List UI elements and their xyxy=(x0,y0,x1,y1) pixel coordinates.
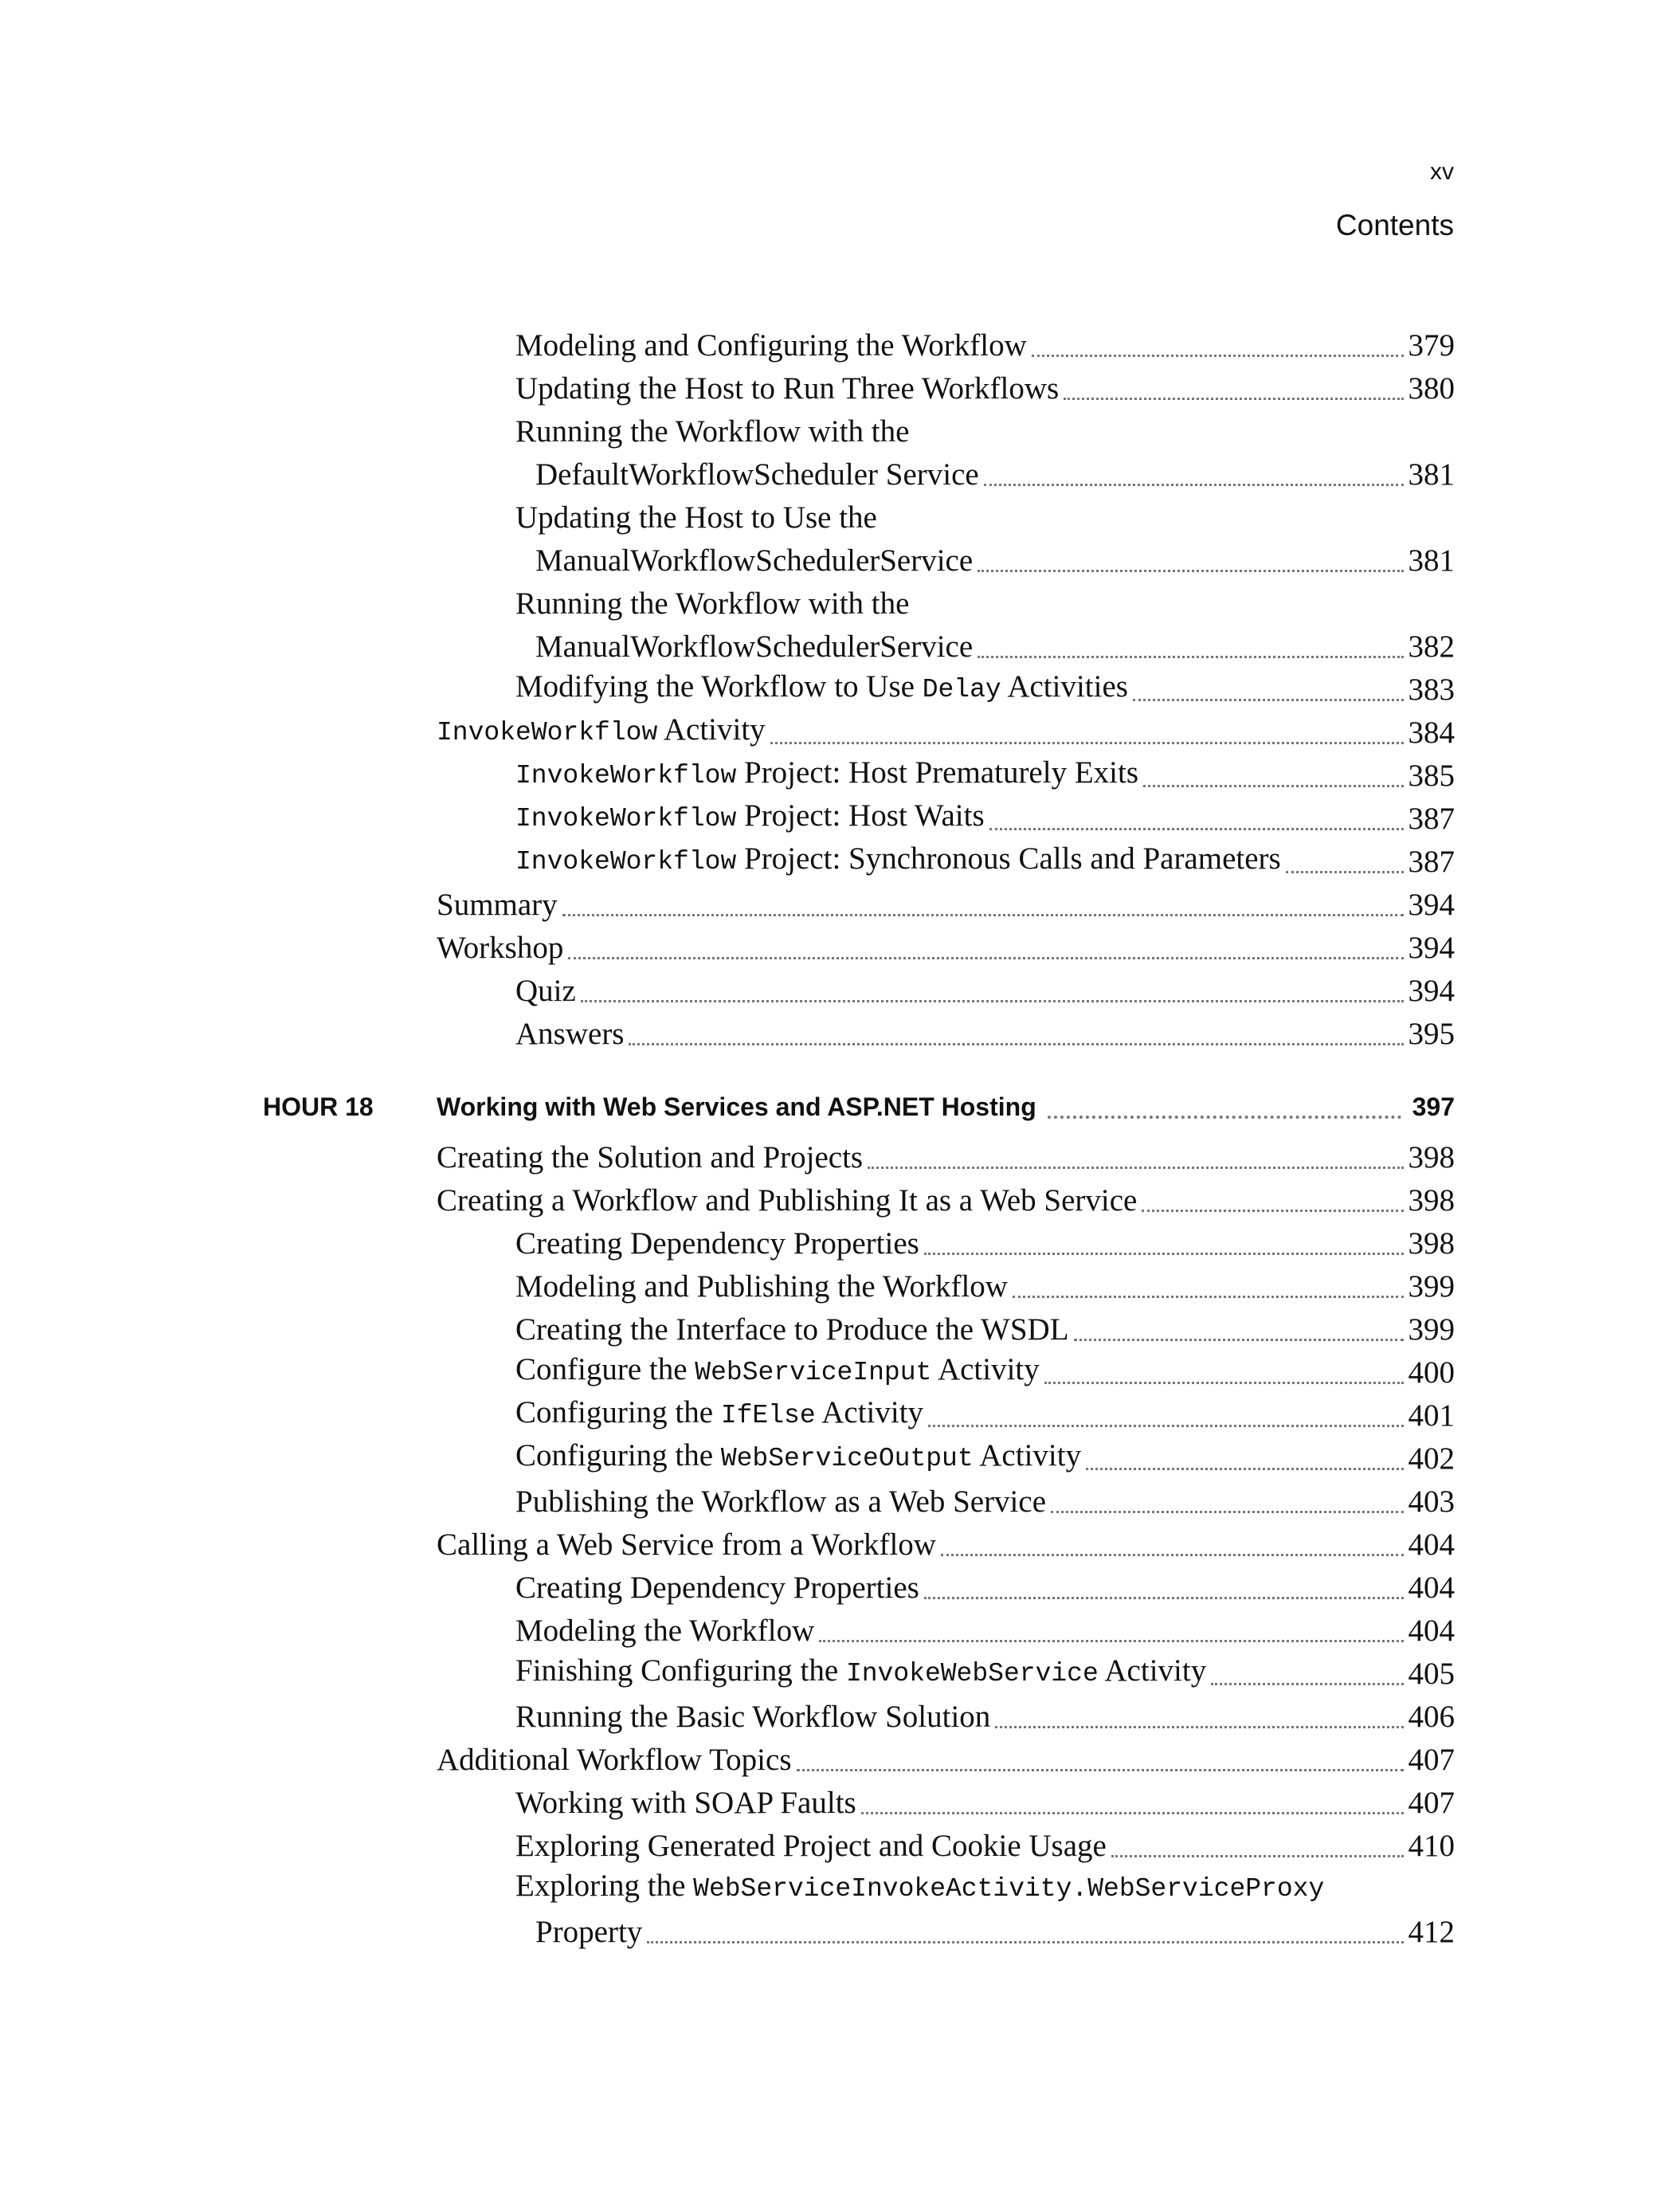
dot-leader xyxy=(647,1941,1403,1943)
entry-text: Activities xyxy=(1001,669,1128,704)
dot-leader xyxy=(1086,1468,1403,1470)
dot-leader xyxy=(1211,1683,1403,1685)
page-header-title: Contents xyxy=(1335,209,1454,241)
toc-page-number: 400 xyxy=(1408,1355,1455,1390)
entry-text: Activity xyxy=(973,1438,1082,1473)
toc-page-number: 380 xyxy=(1408,371,1455,406)
toc-page-number: 410 xyxy=(1408,1829,1455,1863)
toc-entry[interactable] xyxy=(437,755,1455,798)
toc-entry-title xyxy=(515,324,1027,367)
toc-entry-title xyxy=(535,453,979,496)
toc-entry[interactable] xyxy=(437,841,1455,884)
toc-entry-title xyxy=(515,367,1059,410)
page-number: xv xyxy=(1430,159,1454,185)
entry-text: Project: Host Prematurely Exits xyxy=(736,755,1139,790)
toc-entry-title xyxy=(437,1136,863,1179)
entry-text: Modeling and Configuring the Workflow xyxy=(515,328,1027,363)
toc-entry-title xyxy=(515,970,576,1013)
toc-entry[interactable] xyxy=(437,1567,1455,1610)
entry-text: Working with SOAP Faults xyxy=(515,1786,856,1820)
entry-text: Creating a Workflow and Publishing It as a Web Service xyxy=(437,1183,1138,1218)
entry-text: Answers xyxy=(515,1017,625,1051)
toc-entry-title xyxy=(437,1179,1137,1222)
entry-text: Creating Dependency Properties xyxy=(515,1226,919,1261)
entry-text: Updating the Host to Use the xyxy=(515,500,877,535)
toc-entry[interactable] xyxy=(437,669,1455,712)
dot-leader xyxy=(995,1726,1403,1728)
dot-leader xyxy=(797,1769,1404,1771)
dot-leader xyxy=(770,742,1404,744)
toc-entry-title xyxy=(515,1782,856,1825)
dot-leader xyxy=(629,1043,1403,1045)
toc-entry[interactable] xyxy=(437,1437,1455,1481)
toc-page-number: 405 xyxy=(1408,1657,1455,1691)
dot-leader xyxy=(941,1554,1404,1556)
toc-entry-title xyxy=(515,1391,923,1437)
toc-page-number: 404 xyxy=(1408,1571,1455,1605)
code-term: InvokeWorkflow xyxy=(515,804,737,833)
toc-page-number: 399 xyxy=(1408,1269,1455,1304)
dot-leader xyxy=(1044,1382,1404,1384)
entry-text: Modeling the Workflow xyxy=(515,1614,815,1648)
entry-text: Creating the Interface to Produce the WSDL xyxy=(515,1312,1069,1347)
toc-entry[interactable] xyxy=(437,1868,1455,1911)
toc-entry-title xyxy=(515,751,1138,798)
entry-text: Running the Workflow with the xyxy=(515,414,910,449)
toc-entry-title xyxy=(515,1610,814,1653)
entry-text: Creating the Solution and Projects xyxy=(437,1140,864,1175)
toc-page-number: 403 xyxy=(1408,1484,1455,1519)
toc-entry[interactable] xyxy=(437,927,1455,970)
toc-entry[interactable] xyxy=(437,712,1455,755)
toc-entry[interactable] xyxy=(437,496,1455,539)
toc-entry-title xyxy=(515,1265,1008,1308)
entry-text: Workshop xyxy=(437,931,564,965)
dot-leader xyxy=(868,1167,1403,1169)
hour-title: Working with Web Services and ASP.NET Hosting xyxy=(437,1092,1036,1121)
toc-entry[interactable] xyxy=(437,1351,1455,1394)
toc-page-number: 398 xyxy=(1408,1140,1455,1175)
toc-page-number: 398 xyxy=(1408,1183,1455,1218)
toc-entry[interactable] xyxy=(437,410,1455,453)
toc-page-number: 381 xyxy=(1408,543,1455,578)
entry-text: Configure the xyxy=(515,1352,695,1386)
code-term: WebServiceInvokeActivity.WebServiceProxy xyxy=(693,1874,1325,1904)
dot-leader xyxy=(819,1640,1403,1642)
hour-heading[interactable] xyxy=(263,1085,1455,1128)
entry-text: Calling a Web Service from a Workflow xyxy=(437,1528,936,1562)
dot-leader xyxy=(1142,1210,1403,1212)
toc-entry[interactable] xyxy=(437,626,1455,669)
toc-entry[interactable] xyxy=(437,582,1455,626)
dot-leader xyxy=(1051,1511,1403,1513)
toc-entry[interactable] xyxy=(437,324,1455,367)
toc-entry[interactable] xyxy=(437,1136,1455,1179)
hour-page-number: 397 xyxy=(1412,1092,1455,1121)
toc-page-number: 379 xyxy=(1408,328,1455,363)
toc-entry[interactable] xyxy=(437,970,1455,1013)
toc-entry[interactable] xyxy=(437,1739,1455,1782)
entry-text: Activity xyxy=(931,1352,1040,1386)
entry-text: Exploring the xyxy=(515,1869,694,1903)
toc-page-number: 404 xyxy=(1408,1614,1455,1648)
toc-entry-title xyxy=(515,1649,1206,1696)
toc-entry-title xyxy=(515,837,1281,884)
toc-entry[interactable] xyxy=(437,1610,1455,1653)
toc-page-number: 382 xyxy=(1408,629,1455,664)
code-term: WebServiceOutput xyxy=(720,1444,974,1473)
entry-text: Additional Workflow Topics xyxy=(437,1743,792,1777)
toc-page-number: 406 xyxy=(1408,1700,1455,1734)
toc-entry-title xyxy=(437,927,563,970)
toc-entry-title xyxy=(515,582,909,626)
code-term: Delay xyxy=(922,675,1001,704)
toc-entry-title xyxy=(515,1567,919,1610)
dot-leader xyxy=(1064,398,1403,400)
toc-page-number: 385 xyxy=(1408,759,1455,793)
dot-leader xyxy=(1074,1339,1404,1341)
toc-entry[interactable] xyxy=(437,1653,1455,1696)
toc-entry[interactable] xyxy=(437,1265,1455,1308)
entry-text: Creating Dependency Properties xyxy=(515,1571,919,1605)
toc-page-number: 384 xyxy=(1408,716,1455,750)
toc-section-hour-18 xyxy=(437,1136,1455,1954)
toc-page-number: 407 xyxy=(1408,1743,1455,1777)
toc-entry-title xyxy=(515,1865,1324,1911)
entry-text: Summary xyxy=(437,888,558,922)
dot-leader xyxy=(928,1425,1403,1427)
entry-text: Finishing Configuring the xyxy=(515,1653,846,1688)
entry-text: Configuring the xyxy=(515,1438,721,1473)
dot-leader xyxy=(978,570,1403,572)
dot-leader xyxy=(1111,1855,1404,1857)
toc-entry[interactable] xyxy=(437,1481,1455,1524)
entry-text: Property xyxy=(535,1915,643,1949)
toc-entry[interactable] xyxy=(437,1696,1455,1739)
toc-entry-title xyxy=(437,1739,792,1782)
code-term: IfElse xyxy=(720,1401,816,1430)
toc-entry-title xyxy=(437,1524,936,1567)
dot-leader xyxy=(1133,699,1404,701)
toc-page-number: 407 xyxy=(1408,1786,1455,1820)
toc-entry-title xyxy=(515,1825,1107,1868)
toc-entry[interactable] xyxy=(437,453,1455,496)
toc-page-number: 394 xyxy=(1408,931,1455,965)
toc-page-number: 402 xyxy=(1408,1441,1455,1476)
dot-leader xyxy=(568,957,1403,959)
entry-text: Project: Host Waits xyxy=(736,798,985,833)
dot-leader xyxy=(984,484,1404,486)
toc-entry-title xyxy=(515,1481,1046,1524)
dot-leader xyxy=(1032,355,1404,357)
dot-leader xyxy=(861,1812,1404,1814)
toc-entry[interactable] xyxy=(437,1013,1455,1056)
toc-entry-title xyxy=(515,1308,1069,1351)
entry-text: Modeling and Publishing the Workflow xyxy=(515,1269,1008,1304)
toc-entry[interactable] xyxy=(437,1179,1455,1222)
code-term: InvokeWorkflow xyxy=(515,847,737,877)
toc-entry[interactable] xyxy=(437,1825,1455,1868)
code-term: InvokeWebService xyxy=(845,1659,1099,1688)
toc-entry-title xyxy=(515,1434,1081,1481)
entry-text: Running the Workflow with the xyxy=(515,586,910,621)
entry-text: ManualWorkflowSchedulerService xyxy=(535,543,974,578)
dot-leader xyxy=(1048,1116,1401,1119)
toc-entry-title xyxy=(515,1013,624,1056)
entry-text: Quiz xyxy=(515,974,576,1008)
toc-entry-title xyxy=(535,539,973,582)
toc-entry-title xyxy=(515,496,877,539)
dot-leader xyxy=(562,914,1404,916)
toc-entry-title xyxy=(515,1348,1040,1394)
entry-text: ManualWorkflowSchedulerService xyxy=(535,629,974,664)
toc-entry-title xyxy=(535,1911,642,1954)
dot-leader xyxy=(924,1597,1404,1599)
toc-page-number: 381 xyxy=(1408,457,1455,492)
toc-entry[interactable] xyxy=(437,798,1455,841)
entry-text: Updating the Host to Run Three Workflows xyxy=(515,371,1060,406)
toc-page-number: 399 xyxy=(1408,1312,1455,1347)
hour-label: HOUR 18 xyxy=(263,1092,374,1121)
entry-text: Activity xyxy=(815,1395,924,1430)
toc-entry-title xyxy=(515,410,909,453)
toc-page-number: 394 xyxy=(1408,974,1455,1008)
entry-text: Project: Synchronous Calls and Parameters xyxy=(736,841,1281,876)
toc-entry[interactable] xyxy=(437,1308,1455,1351)
toc-page-number: 401 xyxy=(1408,1398,1455,1433)
entry-text: DefaultWorkflowScheduler Service xyxy=(535,457,979,492)
entry-text: Activity xyxy=(657,712,766,747)
toc-page-number: 404 xyxy=(1408,1528,1455,1562)
toc-page-number: 398 xyxy=(1408,1226,1455,1261)
dot-leader xyxy=(924,1253,1404,1255)
toc-entry[interactable] xyxy=(437,1782,1455,1825)
entry-text: Modifying the Workflow to Use xyxy=(515,669,923,704)
toc-section-hour-17-continued xyxy=(437,324,1455,1056)
dot-leader xyxy=(978,656,1403,658)
toc-entry[interactable] xyxy=(437,884,1455,927)
toc-entry-title xyxy=(437,884,558,927)
toc-entry[interactable] xyxy=(437,1222,1455,1265)
toc-entry-title xyxy=(515,1222,919,1265)
toc-page-number: 383 xyxy=(1408,673,1455,707)
toc-entry[interactable] xyxy=(437,1394,1455,1437)
dot-leader xyxy=(1143,785,1403,787)
toc-page-number: 387 xyxy=(1408,845,1455,879)
toc-entry-title xyxy=(515,1696,990,1739)
toc-page-number: 387 xyxy=(1408,802,1455,836)
code-term: WebServiceInput xyxy=(695,1358,932,1387)
toc-entry[interactable] xyxy=(437,1524,1455,1567)
code-term: InvokeWorkflow xyxy=(437,718,658,747)
toc-entry-title xyxy=(515,794,985,841)
dot-leader xyxy=(1286,871,1404,873)
dot-leader xyxy=(581,1000,1404,1002)
dot-leader xyxy=(989,828,1404,830)
toc-entry-title xyxy=(437,708,766,755)
entry-text: Activity xyxy=(1098,1653,1207,1688)
toc-page-number: 394 xyxy=(1408,888,1455,922)
toc-entry-title xyxy=(535,626,973,669)
toc-page-number: 412 xyxy=(1408,1915,1455,1949)
dot-leader xyxy=(1013,1296,1404,1298)
toc-entry[interactable] xyxy=(437,1911,1455,1954)
entry-text: Publishing the Workflow as a Web Service xyxy=(515,1484,1047,1519)
entry-text: Exploring Generated Project and Cookie Usage xyxy=(515,1829,1107,1863)
toc-entry[interactable] xyxy=(437,539,1455,582)
toc-page-number: 395 xyxy=(1408,1017,1455,1051)
toc-entry-title xyxy=(515,665,1128,712)
code-term: InvokeWorkflow xyxy=(515,761,737,790)
entry-text: Configuring the xyxy=(515,1395,721,1430)
toc-entry[interactable] xyxy=(437,367,1455,410)
entry-text: Running the Basic Workflow Solution xyxy=(515,1700,991,1734)
